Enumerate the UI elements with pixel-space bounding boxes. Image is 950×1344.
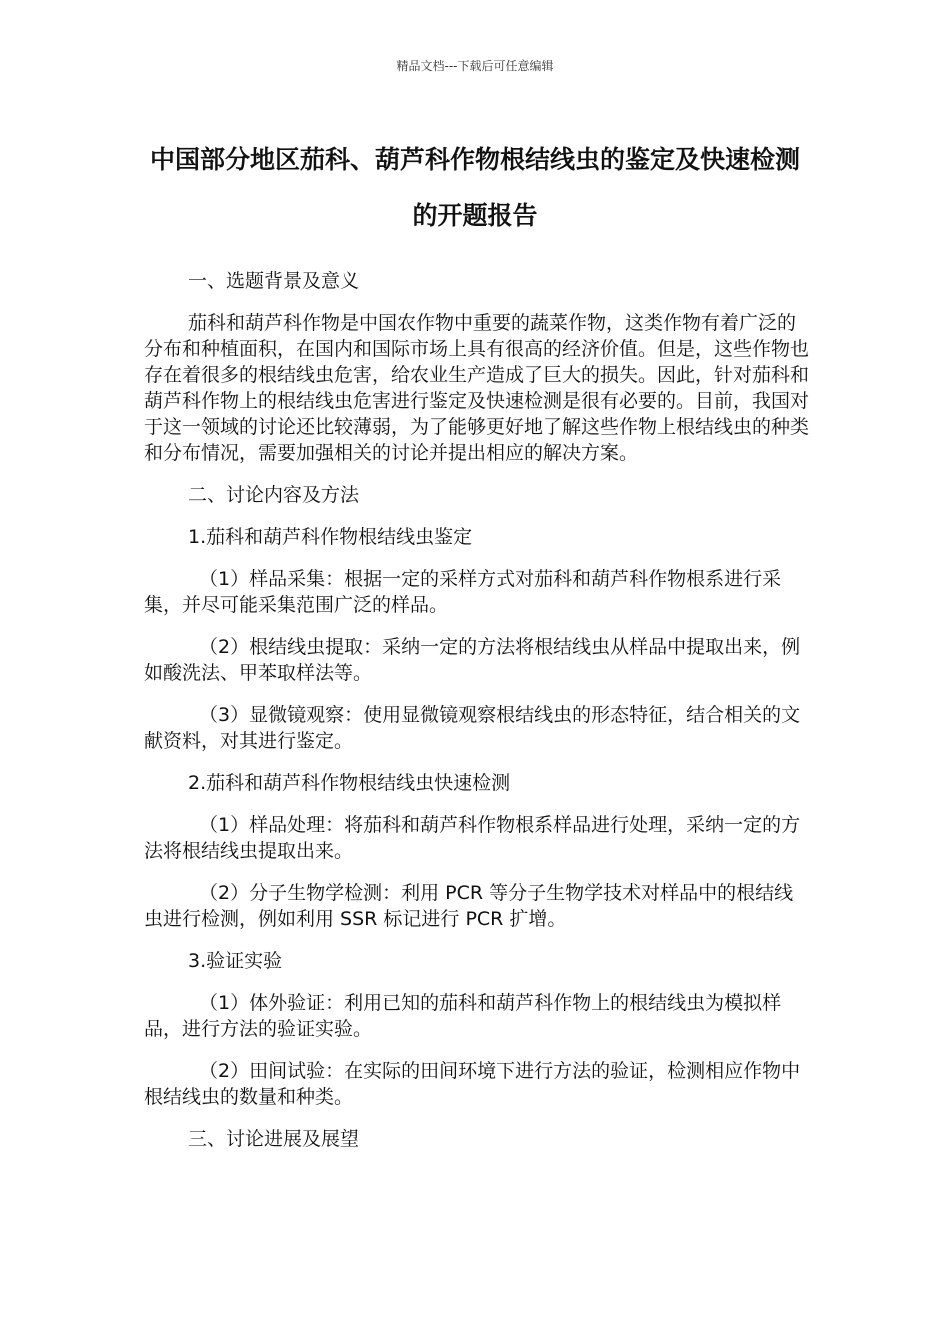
item-sample-processing: （1）样品处理：将茄科和葫芦科作物根系样品进行处理，采纳一定的方法将根结线虫提取出来。 bbox=[144, 814, 801, 862]
item-field-trial: （2）田间试验：在实际的田间环境下进行方法的验证，检测相应作物中根结线虫的数量和种类。 bbox=[144, 1060, 801, 1108]
item-molecular-detection: （2）分子生物学检测：利用 PCR 等分子生物学技术对样品中的根结线虫进行检测，例如利用 SSR 标记进行 PCR 扩增。 bbox=[144, 882, 794, 930]
item-sample-collection: （1）样品采集：根据一定的采样方式对茄科和葫芦科作物根系进行采集，并尽可能采集范围广泛的样品。 bbox=[144, 568, 782, 616]
item-nematode-extraction: （2）根结线虫提取：采纳一定的方法将根结线虫从样品中提取出来，例如酸洗法、甲苯取样法等。 bbox=[144, 636, 801, 684]
background-paragraph: 茄科和葫芦科作物是中国农作物中重要的蔬菜作物，这类作物有着广泛的分布和种植面积，在国内和国际市场上具有很高的经济价值。但是，这些作物也存在着很多的根结线虫危害，给农业生产造成了巨大的损失。因此，针对茄科和葫芦科作物上的根结线虫危害进行鉴定及快速检测是很有必要的。目前，我国对于这一领域的讨论还比较薄弱，为了能够更好地了解这些作物上根结线虫的种类和分布情况，需要加强相关的讨论并提出相应的解决方案。 bbox=[144, 312, 810, 464]
subheading-identification: 1.茄科和葫芦科作物根结线虫鉴定 bbox=[188, 526, 473, 548]
section-heading-progress: 三、讨论进展及展望 bbox=[188, 1128, 360, 1150]
item-microscope-observation: （3）显微镜观察：使用显微镜观察根结线虫的形态特征，结合相关的文献资料，对其进行鉴定。 bbox=[144, 704, 801, 752]
section-heading-background: 一、选题背景及意义 bbox=[188, 270, 360, 292]
document-title: 中国部分地区茄科、葫芦科作物根结线虫的鉴定及快速检测的开题报告 bbox=[149, 145, 800, 230]
document-body bbox=[144, 268, 810, 1168]
item-in-vitro-validation: （1）体外验证：利用已知的茄科和葫芦科作物上的根结线虫为模拟样品，进行方法的验证实验。 bbox=[144, 992, 782, 1040]
subheading-rapid-detection: 2.茄科和葫芦科作物根结线虫快速检测 bbox=[188, 772, 511, 794]
subheading-validation: 3.验证实验 bbox=[188, 950, 283, 972]
section-heading-content-methods: 二、讨论内容及方法 bbox=[188, 484, 360, 506]
header-note: 精品文档---下载后可任意编辑 bbox=[396, 59, 554, 73]
